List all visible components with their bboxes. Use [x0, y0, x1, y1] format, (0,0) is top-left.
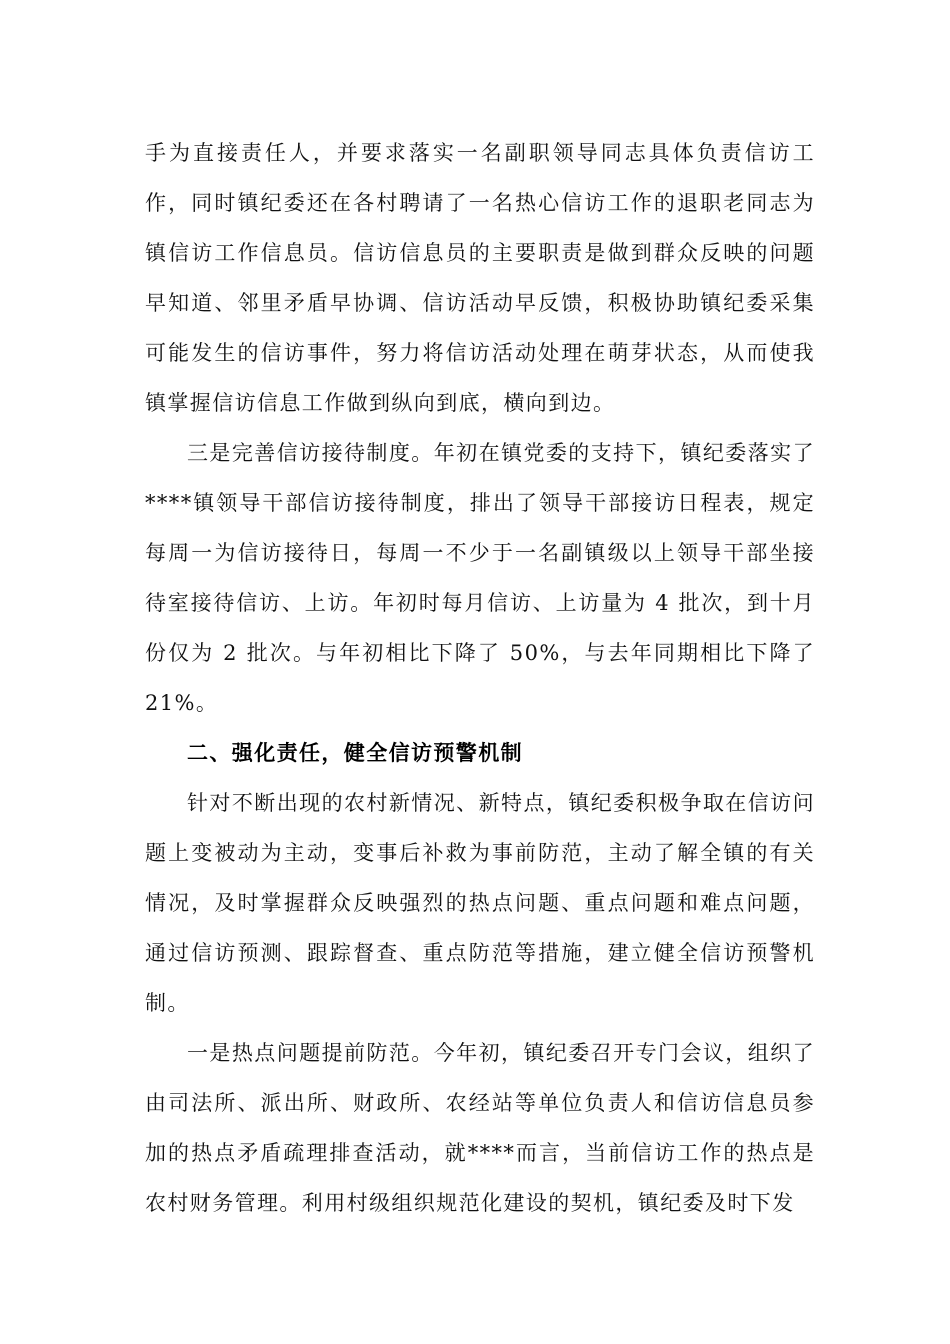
paragraph-hotspot-prevention: 一是热点问题提前防范。今年初，镇纪委召开专门会议，组织了由司法所、派出所、财政所、农经站等单位负责人和信访信息员参加的热点矛盾疏理排查活动，就****而言，当前信访工作的热点是农村财务管理。利用村级组织规范化建设的契机，镇纪委及时下发 [145, 1041, 815, 1215]
paragraph-early-warning: 针对不断出现的农村新情况、新特点，镇纪委积极争取在信访问题上变被动为主动，变事后补救为事前防范，主动了解全镇的有关情况，及时掌握群众反映强烈的热点问题、重点问题和难点问题，通过信访预测、跟踪督查、重点防范等措施，建立健全信访预警机制。 [145, 791, 815, 1015]
paragraph-reception-system: 三是完善信访接待制度。年初在镇党委的支持下，镇纪委落实了****镇领导干部信访接待制度，排出了领导干部接访日程表，规定每周一为信访接待日，每周一不少于一名副镇级以上领导干部坐接待室接待信访、上访。年初时每月信访、上访量为 4 批次，到十月份仅为 2 批次。与年初相比下降了 50%，与去年同期相比下降了 21%。 [145, 441, 815, 715]
document-body [145, 128, 815, 1228]
paragraph-continued: 手为直接责任人，并要求落实一名副职领导同志具体负责信访工作，同时镇纪委还在各村聘请了一名热心信访工作的退职老同志为镇信访工作信息员。信访信息员的主要职责是做到群众反映的问题早知道、邻里矛盾早协调、信访活动早反馈，积极协助镇纪委采集可能发生的信访事件，努力将信访活动处理在萌芽状态，从而使我镇掌握信访信息工作做到纵向到底，横向到边。 [145, 141, 815, 415]
section-heading: 二、强化责任，健全信访预警机制 [187, 741, 523, 765]
